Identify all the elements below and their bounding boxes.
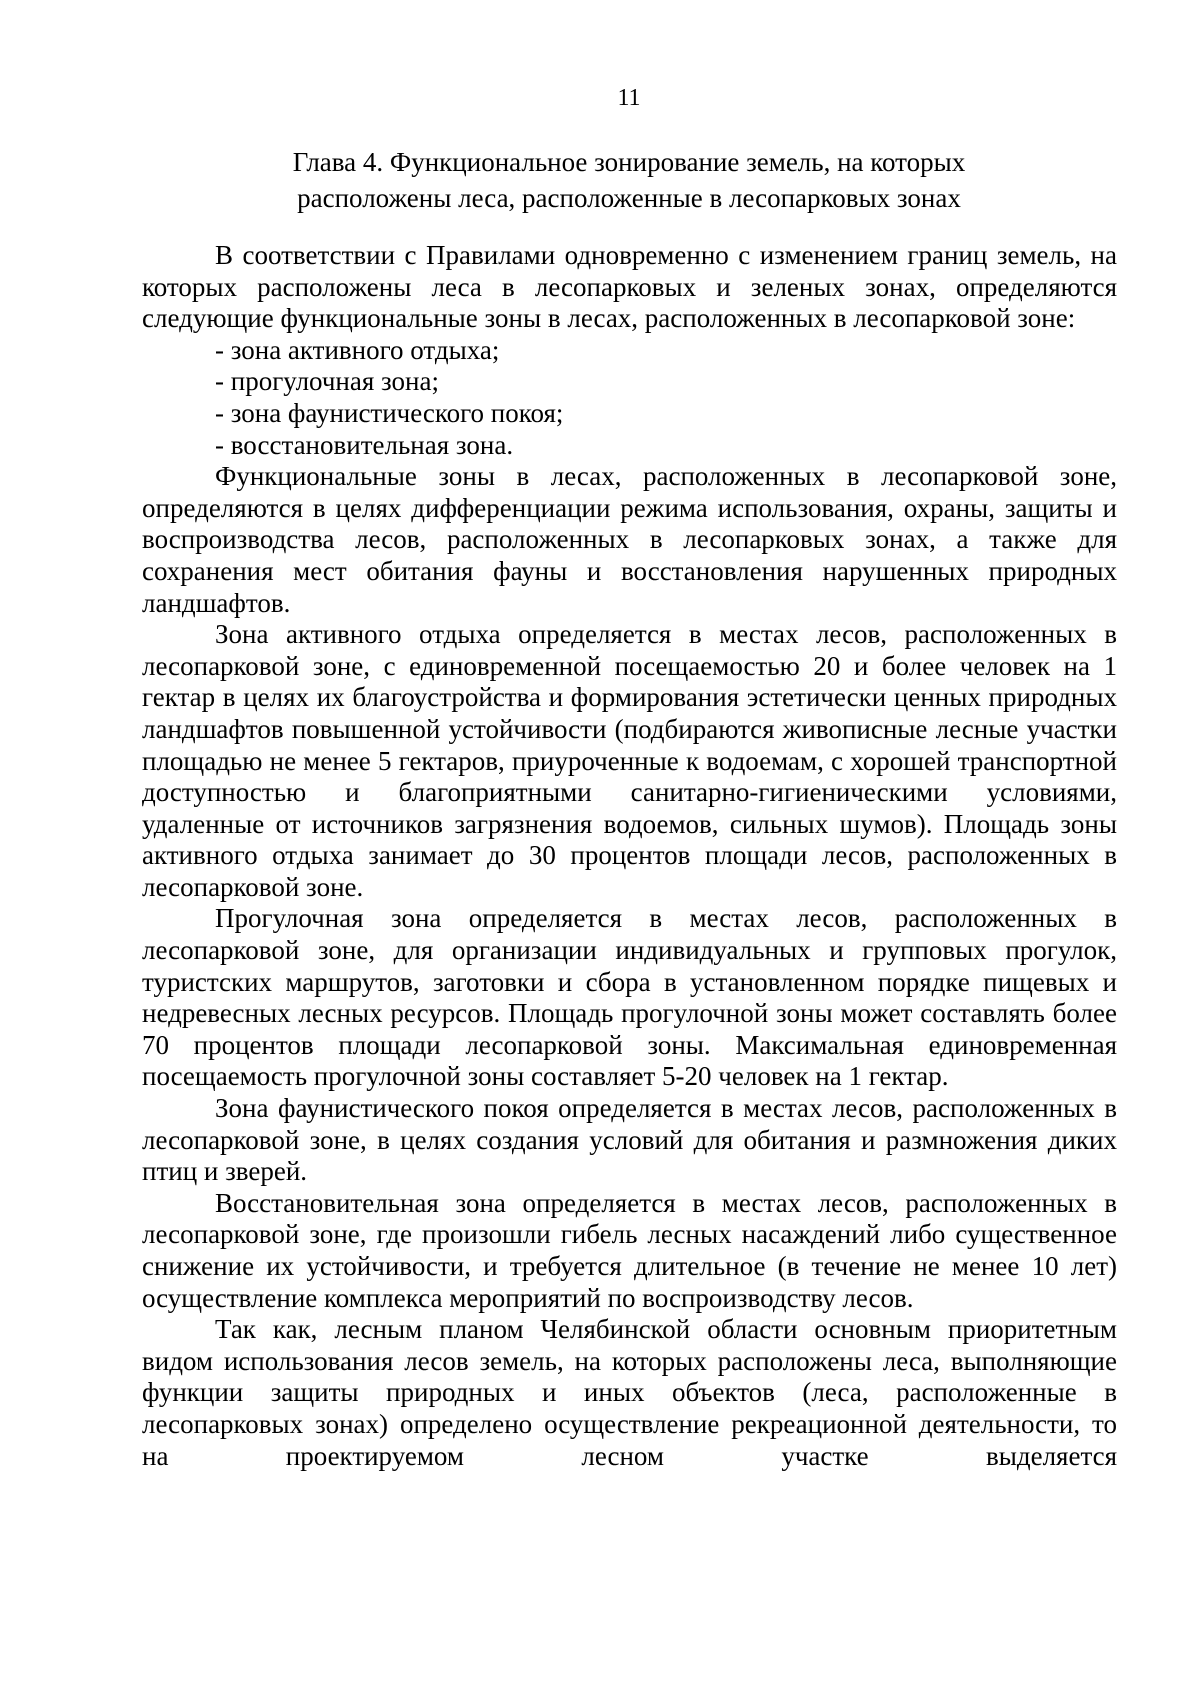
paragraph-functional-zones: Функциональные зоны в лесах, расположенных в лесопарковой зоне, определяются в целях дифференциации режима использования, охраны, защиты и воспроизводства лесов, расположенных в лесопарковых зонах, а также для сохранения мест обитания фауны и восстановления нарушенных природных ландшафтов. [142, 461, 1117, 618]
paragraph-intro: В соответствии с Правилами одновременно с изменением границ земель, на которых расположены леса в лесопарковых и зеленых зонах, определяются следующие функциональные зоны в лесах, расположенных в лесопарковой зоне: [142, 240, 1117, 334]
chapter-title-line-2: расположены леса, расположенные в лесопарковых зонах [297, 183, 961, 213]
paragraph-recreational-activity: Так как, лесным планом Челябинской области основным приоритетным видом использования лесов земель, на которых расположены леса, выполняющие функции защиты природных и иных объектов (леса, расположенные в лесопарковых зонах) определено осуществление рекреационной деятельности, то на проектируемом лесном участке выделяется [142, 1314, 1117, 1471]
chapter-title-line-1: Глава 4. Функциональное зонирование земель, на которых [292, 147, 966, 177]
chapter-title [0, 144, 1200, 216]
document-body [142, 240, 1117, 1472]
paragraph-active-rest-zone: Зона активного отдыха определяется в местах лесов, расположенных в лесопарковой зоне, с единовременной посещаемостью 20 и более человек на 1 гектар в целях их благоустройства и формирования эстетически ценных природных ландшафтов повышенной устойчивости (подбираются живописные лесные участки площадью не менее 5 гектаров, приуроченные к водоемам, с хорошей транспортной доступностью и благоприятными санитарно-гигиеническими условиями, удаленные от источников загрязнения водоемов, сильных шумов). Площадь зоны активного отдыха занимает до 30 процентов площади лесов, расположенных в лесопарковой зоне. [142, 619, 1117, 902]
paragraph-faunistic-rest-zone: Зона фаунистического покоя определяется в местах лесов, расположенных в лесопарковой зоне, в целях создания условий для обитания и размножения диких птиц и зверей. [142, 1093, 1117, 1187]
zone-list-item: - зона активного отдыха; [215, 334, 500, 365]
paragraph-restoration-zone: Восстановительная зона определяется в местах лесов, расположенных в лесопарковой зоне, где произошли гибель лесных насаждений либо существенное снижение их устойчивости, и требуется длительное (в течение не менее 10 лет) осуществление комплекса мероприятий по воспроизводству лесов. [142, 1187, 1117, 1313]
paragraph-walking-zone: Прогулочная зона определяется в местах лесов, расположенных в лесопарковой зоне, для организации индивидуальных и групповых прогулок, туристских маршрутов, заготовки и сбора в установленном порядке пищевых и недревесных лесных ресурсов. Площадь прогулочной зоны может составлять более 70 процентов площади лесопарковой зоны. Максимальная единовременная посещаемость прогулочной зоны составляет 5-20 человек на 1 гектар. [142, 903, 1117, 1092]
zone-list-item: - восстановительная зона. [215, 429, 514, 460]
page-number: 11 [617, 85, 641, 111]
zone-list-item: - зона фаунистического покоя; [215, 397, 564, 428]
zone-list-item: - прогулочная зона; [215, 366, 439, 397]
